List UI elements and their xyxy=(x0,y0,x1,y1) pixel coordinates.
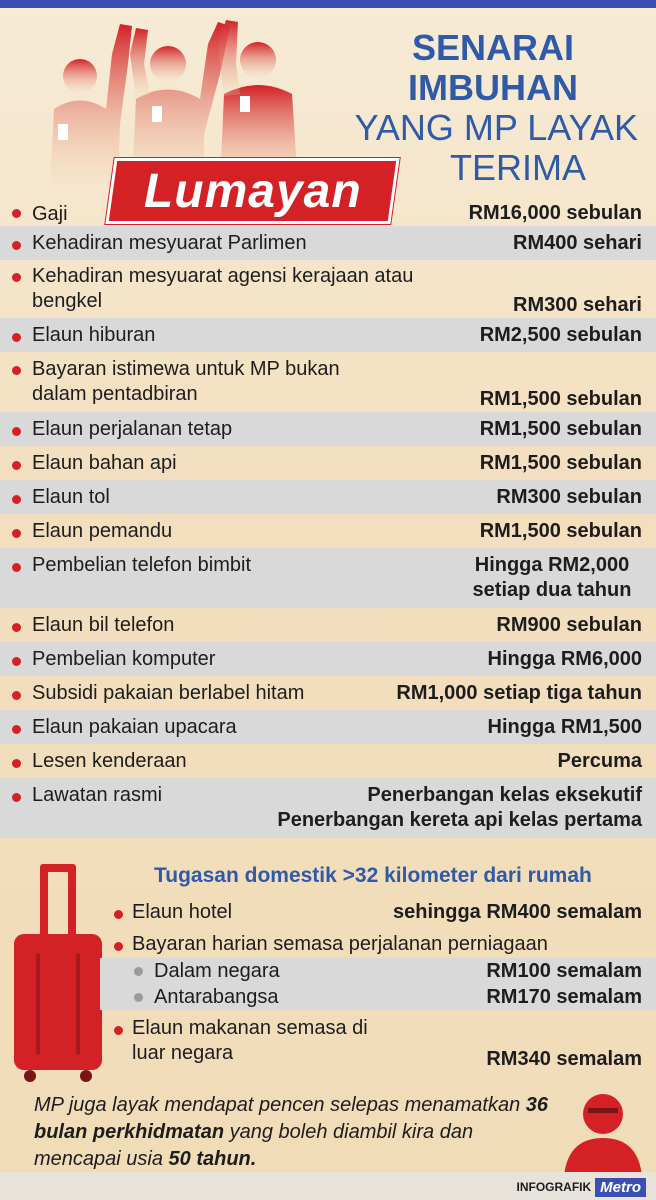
item-label: Elaun hotel xyxy=(132,901,233,923)
item-value-secondary: Penerbangan kereta api kelas pertama xyxy=(277,809,642,831)
list-item xyxy=(0,642,656,676)
item-value: RM1,500 sebulan xyxy=(479,388,642,410)
list-item xyxy=(0,446,656,480)
bullet-icon xyxy=(12,366,21,375)
list-item xyxy=(0,412,656,446)
credit-label: INFOGRAFIK xyxy=(516,1180,592,1194)
suitcase-icon xyxy=(10,864,106,1089)
item-value: RM900 sebulan xyxy=(496,614,642,636)
list-item xyxy=(0,352,656,412)
domestic-heading: Tugasan domestik >32 kilometer dari rumah xyxy=(154,864,592,887)
item-label: Bayaran harian semasa perjalanan perniagaan xyxy=(132,933,548,955)
title-line-1: SENARAI xyxy=(411,27,575,68)
sub-item-value: RM170 semalam xyxy=(486,986,642,1008)
bullet-icon xyxy=(12,529,21,538)
item-label: Pembelian telefon bimbit xyxy=(32,554,252,576)
bullet-icon xyxy=(12,725,21,734)
item-label: Subsidi pakaian berlabel hitam xyxy=(32,682,305,704)
item-value: RM1,500 sebulan xyxy=(479,520,642,542)
list-item xyxy=(100,928,656,958)
item-label: Elaun makanan semasa di luar negara xyxy=(132,1017,368,1064)
item-label: Pembelian komputer xyxy=(32,648,216,670)
item-value: RM1,000 setiap tiga tahun xyxy=(396,682,642,704)
item-value: sehingga RM400 semalam xyxy=(393,901,642,923)
title-line-3: YANG MP LAYAK xyxy=(354,107,638,148)
item-value: Percuma xyxy=(557,750,642,772)
top-accent-bar xyxy=(0,0,656,8)
title-line-2: IMBUHAN xyxy=(408,67,578,108)
item-label: Elaun pemandu xyxy=(32,520,173,542)
item-value: Penerbangan kelas eksekutif xyxy=(367,784,642,806)
item-label: Elaun pakaian upacara xyxy=(32,716,237,738)
item-value: RM1,500 sebulan xyxy=(479,418,642,440)
banner-text: Lumayan xyxy=(143,164,362,218)
item-label: Kehadiran mesyuarat agensi kerajaan atau bengkel xyxy=(32,265,414,312)
person-icon xyxy=(560,1086,646,1181)
bullet-icon xyxy=(12,333,21,342)
list-item xyxy=(0,514,656,548)
bullet-icon xyxy=(12,495,21,504)
item-value: RM300 sebulan xyxy=(496,486,642,508)
domestic-list xyxy=(100,898,656,1072)
sub-item-label: Dalam negara xyxy=(154,960,280,982)
item-label: Bayaran istimewa untuk MP bukan dalam pentadbiran xyxy=(32,358,340,405)
bullet-icon xyxy=(12,759,21,768)
sub-bullet-icon xyxy=(134,967,143,976)
bullet-icon xyxy=(114,1026,123,1035)
bullet-icon xyxy=(12,691,21,700)
sub-item-label: Antarabangsa xyxy=(154,986,279,1008)
sub-item xyxy=(100,958,656,984)
item-label: Elaun perjalanan tetap xyxy=(32,418,233,440)
metro-logo: Metro xyxy=(595,1178,646,1197)
list-item xyxy=(0,710,656,744)
item-label: Lawatan rasmi xyxy=(32,784,163,806)
allowance-list xyxy=(0,198,656,838)
list-item xyxy=(0,480,656,514)
list-item xyxy=(0,548,656,608)
list-item xyxy=(0,608,656,642)
list-item xyxy=(0,744,656,778)
bullet-icon xyxy=(12,623,21,632)
list-item xyxy=(0,260,656,318)
item-value: RM300 sehari xyxy=(513,294,642,316)
bullet-icon xyxy=(12,209,21,218)
list-item xyxy=(0,318,656,352)
sub-item-value: RM100 semalam xyxy=(486,960,642,982)
list-item xyxy=(100,898,656,928)
bullet-icon xyxy=(114,942,123,951)
sub-bullet-icon xyxy=(134,993,143,1002)
item-label: Lesen kenderaan xyxy=(32,750,187,772)
item-label: Elaun hiburan xyxy=(32,324,156,346)
list-item xyxy=(100,1010,656,1072)
item-label: Gaji xyxy=(32,203,68,225)
bullet-icon xyxy=(12,273,21,282)
item-value: RM2,500 sebulan xyxy=(479,324,642,346)
item-label: Kehadiran mesyuarat Parlimen xyxy=(32,232,307,254)
item-value: RM16,000 sebulan xyxy=(468,202,642,224)
item-label: Elaun tol xyxy=(32,486,110,508)
pension-note: MP juga layak mendapat pencen selepas menamatkan 36 bulan perkhidmatan yang boleh diambil kira dan mencapai usia 50 tahun. xyxy=(34,1094,549,1170)
item-value: RM400 sehari xyxy=(513,232,642,254)
list-item xyxy=(0,676,656,710)
credit xyxy=(516,1176,646,1198)
title-line-4: TERIMA xyxy=(449,147,586,188)
bullet-icon xyxy=(114,910,123,919)
list-item xyxy=(0,198,656,226)
bullet-icon xyxy=(12,657,21,666)
sub-item xyxy=(100,984,656,1010)
item-value: Hingga RM1,500 xyxy=(487,716,642,738)
list-item xyxy=(0,226,656,260)
bullet-icon xyxy=(12,427,21,436)
item-value: RM340 semalam xyxy=(486,1048,642,1070)
bullet-icon xyxy=(12,461,21,470)
item-value: RM1,500 sebulan xyxy=(479,452,642,474)
bullet-icon xyxy=(12,793,21,802)
item-value: Hingga RM6,000 xyxy=(487,648,642,670)
item-label: Elaun bil telefon xyxy=(32,614,175,636)
bullet-icon xyxy=(12,563,21,572)
item-label: Elaun bahan api xyxy=(32,452,177,474)
list-item xyxy=(0,778,656,838)
bullet-icon xyxy=(12,241,21,250)
item-value: Hingga RM2,000 setiap dua tahun xyxy=(472,554,632,601)
